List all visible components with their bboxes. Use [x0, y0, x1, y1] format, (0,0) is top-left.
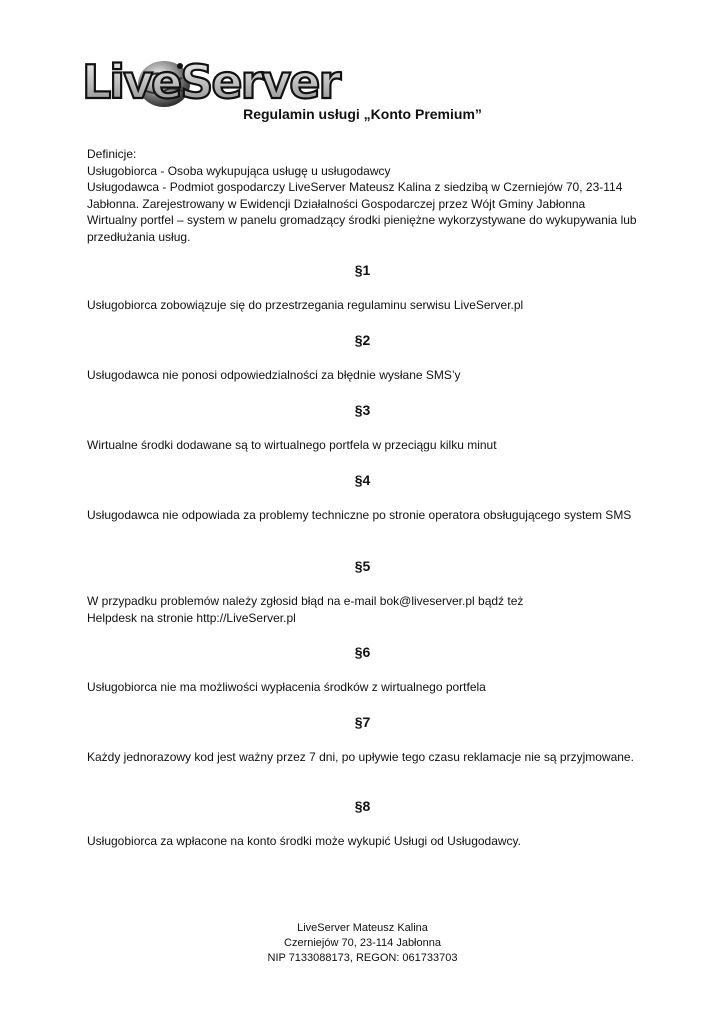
definitions-block — [87, 146, 647, 245]
section-heading-8: §8 — [354, 798, 371, 814]
section-body-7 — [87, 749, 647, 766]
section-heading-7: §7 — [354, 714, 371, 730]
section-line: W przypadku problemów należy zgłosid błąd na e-mail bok@liveserver.pl bądź też — [87, 594, 524, 608]
section-line: Helpdesk na stronie http://LiveServer.pl — [87, 610, 296, 625]
section-line: Wirtualne środki dodawane są to wirtualnego portfela w przeciągu kilku minut — [87, 438, 497, 452]
section-line: Usługobiorca nie ma możliwości wypłacenia środków z wirtualnego portfela — [87, 680, 486, 694]
section-body-1 — [87, 297, 647, 314]
section-line: Usługodawca nie ponosi odpowiedzialności za błędnie wysłane SMS’y — [87, 368, 461, 382]
definition-line: Usługobiorca - Osoba wykupująca usługę u usługodawcy — [87, 163, 391, 178]
section-heading-3: §3 — [354, 402, 371, 418]
section-line: Usługobiorca za wpłacone na konto środki może wykupić Usługi od Usługodawcy. — [87, 834, 521, 848]
section-body-5 — [87, 593, 647, 626]
section-body-4 — [87, 507, 647, 524]
section-heading-5: §5 — [354, 558, 371, 574]
section-body-8 — [87, 833, 647, 850]
section-heading-6: §6 — [354, 644, 371, 660]
section-line: Usługodawca nie odpowiada za problemy techniczne po stronie operatora obsługującego system SMS — [87, 508, 632, 522]
liveserver-logo — [80, 48, 340, 110]
definitions-heading: Definicje: — [87, 147, 137, 161]
definition-line: Usługodawca - Podmiot gospodarczy LiveServer Mateusz Kalina z siedzibą w Czerniejów 70, 23-114 Jabłonna. Zarejestrowany w Ewidencji Działalności Gospodarczej przez Wójt Gminy Jabłonna — [87, 180, 623, 211]
definition-line: Wirtualny portfel – system w panelu gromadzący środki pieniężne wykorzystywane do wykupywania lub przedłużania usług. — [87, 213, 637, 244]
section-heading-2: §2 — [354, 332, 371, 348]
section-body-2 — [87, 367, 647, 384]
page-footer — [0, 921, 725, 966]
section-heading-1: §1 — [354, 262, 371, 278]
section-heading-4: §4 — [354, 472, 371, 488]
footer-tax-ids: NIP 7133088173, REGON: 061733703 — [267, 952, 458, 964]
section-body-6 — [87, 679, 647, 696]
logo-text: LiveServer — [82, 55, 340, 109]
title-text: Regulamin usługi „Konto Premium” — [243, 106, 482, 122]
section-line: Każdy jednorazowy kod jest ważny przez 7 dni, po upływie tego czasu reklamacje nie są przyjmowane. — [87, 750, 634, 764]
section-line: Usługobiorca zobowiązuje się do przestrzegania regulaminu serwisu LiveServer.pl — [87, 298, 524, 312]
document-title — [0, 106, 725, 122]
footer-address: Czerniejów 70, 23-114 Jabłonna — [284, 937, 441, 949]
footer-company: LiveServer Mateusz Kalina — [297, 922, 428, 934]
section-body-3 — [87, 437, 647, 454]
